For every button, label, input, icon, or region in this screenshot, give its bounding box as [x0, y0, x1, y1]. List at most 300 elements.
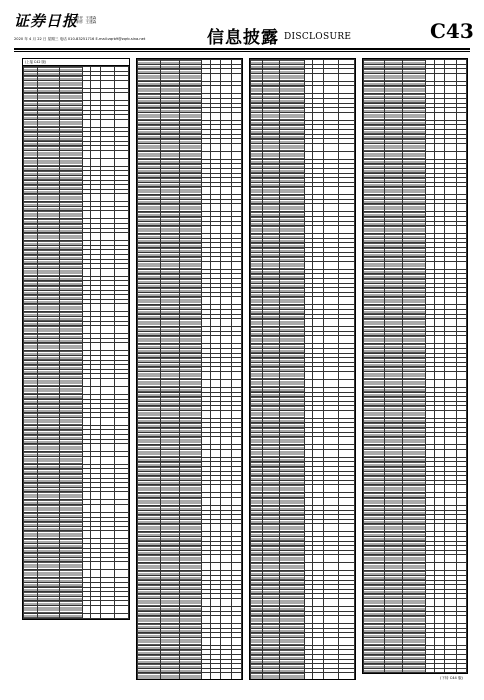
table-cell	[313, 379, 323, 387]
table-cell	[305, 524, 313, 532]
table-cell	[445, 379, 456, 387]
table-cell	[435, 204, 445, 212]
table-row	[138, 319, 242, 327]
table-cell	[179, 449, 202, 457]
table-cell	[384, 151, 403, 159]
table-cell	[210, 598, 220, 606]
page-number: C43	[430, 19, 474, 43]
table-cell	[83, 158, 91, 166]
table-cell	[384, 204, 403, 212]
table-cell	[179, 319, 202, 327]
table-cell	[251, 204, 263, 212]
table-cell	[37, 378, 59, 386]
continued-from-label: (上接 C42 版)	[23, 59, 129, 66]
table-cell	[403, 498, 426, 506]
table-row	[364, 410, 467, 418]
table-cell	[160, 498, 179, 506]
table-cell	[160, 616, 179, 624]
table-cell	[24, 618, 38, 620]
table-cell	[323, 410, 339, 418]
table-cell	[37, 93, 59, 101]
table-cell	[403, 555, 426, 563]
table-row	[24, 343, 129, 351]
table-cell	[91, 343, 101, 351]
table-cell	[263, 297, 280, 305]
table-cell	[313, 555, 323, 563]
table-cell	[445, 673, 456, 674]
table-cell	[115, 343, 129, 351]
table-cell	[179, 112, 202, 120]
table-row	[24, 531, 129, 539]
table-cell	[435, 555, 445, 563]
table-cell	[339, 73, 355, 81]
table-cell	[425, 485, 434, 493]
table-cell	[339, 437, 355, 445]
table-cell	[221, 261, 231, 269]
table-cell	[37, 304, 59, 312]
table-cell	[37, 386, 59, 394]
table-row	[138, 555, 242, 563]
table-cell	[384, 524, 403, 532]
section-title: 信息披露	[207, 28, 279, 48]
table-cell	[456, 449, 466, 457]
table-cell	[435, 151, 445, 159]
table-cell	[445, 524, 456, 532]
table-cell	[445, 261, 456, 269]
table-cell	[221, 524, 231, 532]
table-cell	[364, 616, 385, 624]
table-cell	[251, 261, 263, 269]
table-cell	[251, 319, 263, 327]
table-cell	[384, 637, 403, 645]
table-row	[138, 371, 242, 379]
table-cell	[91, 570, 101, 578]
table-row	[138, 336, 242, 344]
table-row	[364, 555, 467, 563]
table-cell	[305, 226, 313, 234]
table-cell	[339, 616, 355, 624]
table-cell	[101, 444, 115, 452]
table-row	[364, 204, 467, 212]
table-row	[138, 379, 242, 387]
table-cell	[403, 410, 426, 418]
table-cell	[251, 151, 263, 159]
table-cell	[138, 449, 161, 457]
table-cell	[435, 371, 445, 379]
table-cell	[280, 336, 305, 344]
table-cell	[251, 598, 263, 606]
table-row	[138, 86, 242, 94]
table-cell	[37, 444, 59, 452]
table-row	[24, 194, 129, 202]
table-row	[364, 637, 467, 645]
table-cell	[280, 371, 305, 379]
table-cell	[323, 261, 339, 269]
table-cell	[425, 616, 434, 624]
table-row	[251, 143, 355, 151]
table-row	[24, 444, 129, 452]
table-cell	[202, 73, 210, 81]
table-cell	[59, 119, 83, 127]
table-cell	[202, 204, 210, 212]
table-cell	[101, 378, 115, 386]
table-cell	[251, 187, 263, 195]
table-cell	[231, 524, 241, 532]
table-row	[251, 449, 355, 457]
table-cell	[83, 570, 91, 578]
table-cell	[59, 326, 83, 334]
table-cell	[305, 151, 313, 159]
table-cell	[364, 187, 385, 195]
table-cell	[425, 86, 434, 94]
table-cell	[210, 379, 220, 387]
table-cell	[305, 555, 313, 563]
table-cell	[435, 112, 445, 120]
table-row	[138, 437, 242, 445]
table-cell	[263, 73, 280, 81]
table-cell	[323, 673, 339, 680]
table-cell	[323, 297, 339, 305]
table-cell	[202, 437, 210, 445]
table-cell	[179, 261, 202, 269]
table-cell	[202, 336, 210, 344]
table-cell	[251, 86, 263, 94]
table-cell	[313, 297, 323, 305]
table-cell	[210, 371, 220, 379]
table-cell	[59, 211, 83, 219]
table-cell	[445, 485, 456, 493]
table-row	[251, 616, 355, 624]
table-cell	[251, 410, 263, 418]
table-cell	[384, 86, 403, 94]
table-row	[24, 268, 129, 276]
table-cell	[403, 73, 426, 81]
table-cell	[445, 73, 456, 81]
table-cell	[83, 386, 91, 394]
table-cell	[305, 616, 313, 624]
table-cell	[403, 112, 426, 120]
table-cell	[138, 379, 161, 387]
table-cell	[425, 319, 434, 327]
table-cell	[339, 226, 355, 234]
table-cell	[323, 143, 339, 151]
table-cell	[115, 80, 129, 88]
table-cell	[251, 555, 263, 563]
table-cell	[160, 151, 179, 159]
table-cell	[425, 187, 434, 195]
table-row	[138, 563, 242, 571]
table-column-4	[362, 58, 468, 674]
table-cell	[115, 386, 129, 394]
table-cell	[403, 297, 426, 305]
table-cell	[83, 150, 91, 158]
table-cell	[403, 86, 426, 94]
table-cell	[231, 187, 241, 195]
table-cell	[445, 86, 456, 94]
table-cell	[24, 505, 38, 513]
table-cell	[435, 86, 445, 94]
table-cell	[91, 93, 101, 101]
table-cell	[115, 268, 129, 276]
table-cell	[83, 194, 91, 202]
table-row	[364, 187, 467, 195]
table-row	[24, 93, 129, 101]
table-cell	[364, 297, 385, 305]
table-cell	[231, 410, 241, 418]
table-cell	[91, 531, 101, 539]
table-cell	[305, 379, 313, 387]
table-cell	[179, 336, 202, 344]
table-row	[251, 261, 355, 269]
table-row	[138, 187, 242, 195]
table-cell	[221, 673, 231, 680]
table-cell	[384, 410, 403, 418]
disclosure-table-1	[23, 66, 129, 620]
table-cell	[280, 555, 305, 563]
table-cell	[384, 187, 403, 195]
table-cell	[37, 326, 59, 334]
table-cell	[435, 261, 445, 269]
table-cell	[305, 112, 313, 120]
table-row	[24, 211, 129, 219]
table-row	[364, 371, 467, 379]
table-cell	[221, 336, 231, 344]
table-cell	[403, 226, 426, 234]
table-cell	[425, 336, 434, 344]
table-row	[364, 336, 467, 344]
table-cell	[138, 563, 161, 571]
table-cell	[280, 261, 305, 269]
table-cell	[425, 371, 434, 379]
table-cell	[445, 336, 456, 344]
table-cell	[456, 637, 466, 645]
table-cell	[115, 444, 129, 452]
table-cell	[179, 616, 202, 624]
table-cell	[384, 112, 403, 120]
table-cell	[384, 485, 403, 493]
table-cell	[221, 371, 231, 379]
table-cell	[91, 211, 101, 219]
table-cell	[313, 319, 323, 327]
table-cell	[403, 598, 426, 606]
table-cell	[115, 417, 129, 425]
table-cell	[456, 204, 466, 212]
table-cell	[59, 562, 83, 570]
table-cell	[115, 93, 129, 101]
table-cell	[202, 297, 210, 305]
table-row	[24, 570, 129, 578]
table-cell	[263, 371, 280, 379]
table-cell	[91, 562, 101, 570]
table-cell	[59, 386, 83, 394]
table-cell	[313, 449, 323, 457]
table-cell	[425, 449, 434, 457]
table-cell	[83, 605, 91, 613]
table-cell	[231, 143, 241, 151]
table-cell	[221, 616, 231, 624]
table-cell	[435, 226, 445, 234]
table-cell	[435, 563, 445, 571]
table-cell	[339, 187, 355, 195]
table-cell	[384, 226, 403, 234]
table-cell	[323, 151, 339, 159]
table-cell	[115, 492, 129, 500]
table-cell	[384, 261, 403, 269]
table-cell	[456, 226, 466, 234]
table-cell	[160, 485, 179, 493]
table-cell	[251, 449, 263, 457]
table-cell	[115, 304, 129, 312]
table-row	[364, 449, 467, 457]
table-row	[251, 598, 355, 606]
table-cell	[115, 378, 129, 386]
table-cell	[83, 492, 91, 500]
table-cell	[384, 336, 403, 344]
table-cell	[210, 187, 220, 195]
table-cell	[305, 410, 313, 418]
table-cell	[202, 485, 210, 493]
table-cell	[313, 524, 323, 532]
table-cell	[323, 86, 339, 94]
table-cell	[456, 616, 466, 624]
table-cell	[263, 143, 280, 151]
table-cell	[435, 379, 445, 387]
table-cell	[305, 598, 313, 606]
table-cell	[37, 343, 59, 351]
table-row	[251, 498, 355, 506]
table-cell	[179, 226, 202, 234]
table-cell	[384, 143, 403, 151]
table-cell	[305, 485, 313, 493]
table-cell	[251, 73, 263, 81]
table-cell	[280, 379, 305, 387]
table-cell	[425, 563, 434, 571]
table-cell	[251, 112, 263, 120]
table-cell	[435, 143, 445, 151]
table-cell	[231, 261, 241, 269]
table-cell	[445, 187, 456, 195]
table-row	[138, 143, 242, 151]
table-cell	[160, 297, 179, 305]
table-row	[251, 226, 355, 234]
table-cell	[83, 343, 91, 351]
table-cell	[210, 297, 220, 305]
table-cell	[445, 151, 456, 159]
table-cell	[138, 555, 161, 563]
table-cell	[384, 673, 403, 674]
table-cell	[210, 336, 220, 344]
table-cell	[403, 524, 426, 532]
table-row	[138, 261, 242, 269]
table-cell	[456, 485, 466, 493]
table-cell	[160, 673, 179, 680]
table-cell	[221, 555, 231, 563]
table-cell	[83, 326, 91, 334]
table-cell	[115, 505, 129, 513]
table-cell	[138, 485, 161, 493]
table-cell	[403, 379, 426, 387]
table-cell	[313, 336, 323, 344]
table-cell	[384, 73, 403, 81]
table-cell	[364, 498, 385, 506]
table-cell	[339, 336, 355, 344]
table-cell	[160, 336, 179, 344]
table-cell	[210, 616, 220, 624]
table-cell	[305, 73, 313, 81]
table-cell	[138, 86, 161, 94]
table-cell	[251, 379, 263, 387]
table-cell	[231, 73, 241, 81]
table-row	[364, 498, 467, 506]
table-cell	[115, 570, 129, 578]
table-cell	[364, 336, 385, 344]
table-cell	[339, 297, 355, 305]
table-row	[24, 150, 129, 158]
table-cell	[59, 417, 83, 425]
table-cell	[339, 449, 355, 457]
table-cell	[323, 204, 339, 212]
table-cell	[138, 204, 161, 212]
table-cell	[24, 570, 38, 578]
table-cell	[101, 531, 115, 539]
table-cell	[305, 336, 313, 344]
table-cell	[202, 187, 210, 195]
table-cell	[445, 616, 456, 624]
table-cell	[138, 637, 161, 645]
table-row	[364, 319, 467, 327]
table-cell	[91, 618, 101, 620]
table-cell	[305, 563, 313, 571]
table-cell	[37, 417, 59, 425]
table-cell	[323, 73, 339, 81]
table-cell	[445, 498, 456, 506]
table-cell	[251, 616, 263, 624]
table-cell	[83, 562, 91, 570]
table-cell	[251, 437, 263, 445]
table-cell	[231, 336, 241, 344]
masthead	[14, 10, 474, 48]
table-cell	[364, 371, 385, 379]
table-cell	[138, 598, 161, 606]
table-row	[251, 563, 355, 571]
table-cell	[403, 673, 426, 674]
table-cell	[160, 371, 179, 379]
table-cell	[115, 158, 129, 166]
table-row	[251, 319, 355, 327]
table-cell	[160, 112, 179, 120]
table-cell	[160, 598, 179, 606]
table-row	[24, 386, 129, 394]
table-cell	[24, 386, 38, 394]
table-cell	[435, 297, 445, 305]
table-cell	[313, 616, 323, 624]
table-cell	[339, 410, 355, 418]
table-cell	[425, 524, 434, 532]
table-cell	[280, 563, 305, 571]
table-cell	[83, 93, 91, 101]
table-cell	[263, 498, 280, 506]
table-cell	[24, 80, 38, 88]
table-cell	[384, 319, 403, 327]
table-cell	[305, 673, 313, 680]
table-cell	[101, 456, 115, 464]
table-cell	[313, 563, 323, 571]
table-cell	[364, 673, 385, 674]
table-cell	[456, 187, 466, 195]
table-cell	[160, 437, 179, 445]
table-cell	[24, 444, 38, 452]
table-cell	[59, 570, 83, 578]
